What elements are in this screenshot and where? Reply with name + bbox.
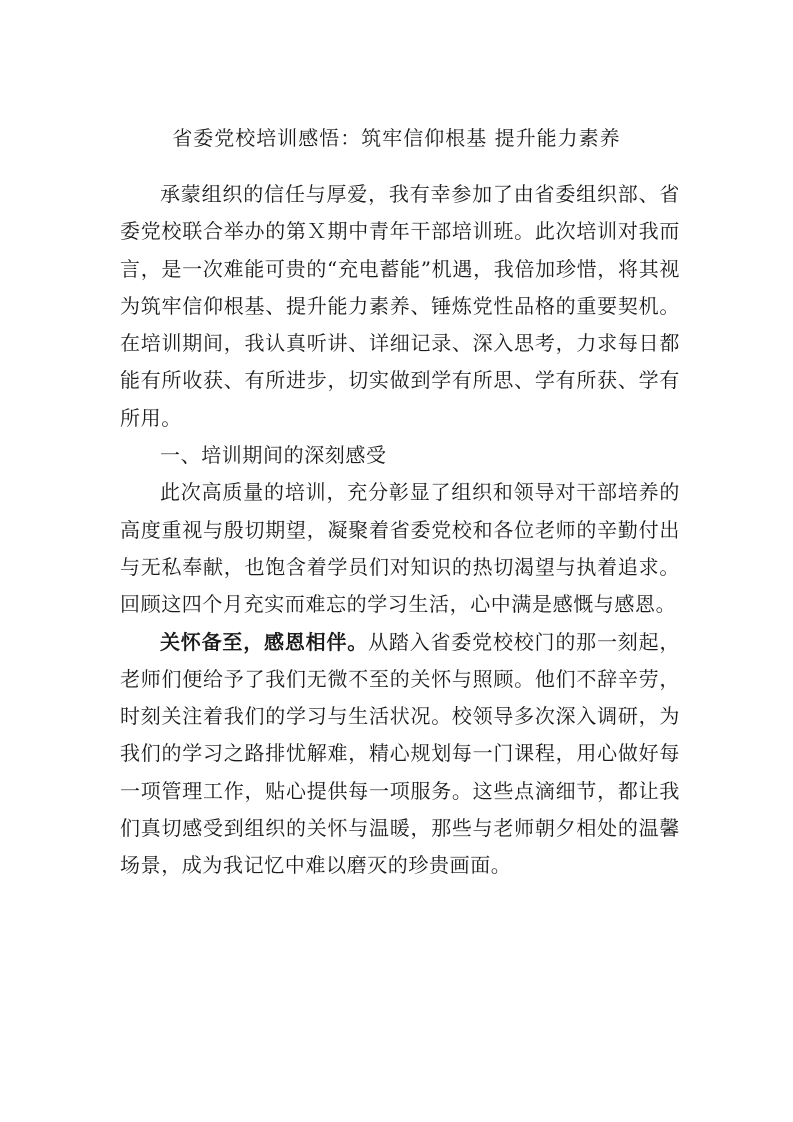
care-lead-text: 关怀备至，感恩相伴。	[160, 629, 369, 654]
document-body	[120, 176, 680, 885]
section-heading-1: 一、培训期间的深刻感受	[160, 443, 387, 468]
care-body-text: 从踏入省委党校校门的那一刻起，老师们便给予了我们无微不至的关怀与照顾。他们不辞辛劳，时刻关注着我们的学习与生活状况。校领导多次深入调研，为我们的学习之路排忧解难，精心规划每一门课程，用心做好每一项管理工作，贴心提供每一项服务。这些点滴细节，都让我们真切感受到组织的关怀与温暖，那些与老师朝夕相处的温馨场景，成为我记忆中难以磨灭的珍贵画面。	[120, 629, 681, 878]
section-1-paragraph: 此次高质量的培训，充分彰显了组织和领导对干部培养的高度重视与殷切期望，凝聚着省委党校和各位老师的辛勤付出与无私奉献，也饱含着学员们对知识的热切渴望与执着追求。回顾这四个月充实而难忘的学习生活，心中满是感慨与感恩。	[120, 480, 680, 617]
care-paragraph	[120, 624, 680, 885]
intro-paragraph: 承蒙组织的信任与厚爱，我有幸参加了由省委组织部、省委党校联合举办的第Ｘ期中青年干部培训班。此次培训对我而言，是一次难能可贵的“充电蓄能”机遇，我倍加珍惜，将其视为筑牢信仰根基、提升能力素养、锤炼党性品格的重要契机。在培训期间，我认真听讲、详细记录、深入思考，力求每日都能有所收获、有所进步，切实做到学有所思、学有所获、学有所用。	[120, 182, 680, 430]
document-title: 省委党校培训感悟：筑牢信仰根基 提升能力素养	[172, 126, 621, 150]
